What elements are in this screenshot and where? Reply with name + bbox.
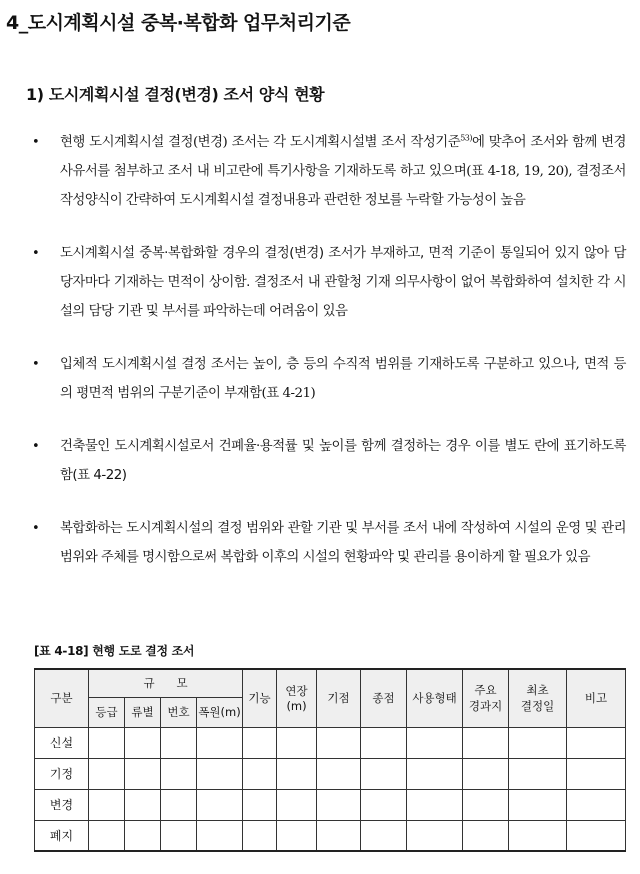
col-class: 류별 <box>125 697 161 727</box>
bullet-item-1: • 현행 도시계획시설 결정(변경) 조서는 각 도시계획시설별 조서 작성기준$^{53)}$에 맞추어 조서와 함께 변경사유서를 첨부하고 조서 내 비고란에 특기사항을 기재하도록 하고 있으며(표 4-18, 19, 20), 결정조서 작성양식이 간략하여 도시계획시설 결정내용과 관련한 정보를 누락할 가능성이 높음 <box>30 128 626 215</box>
col-first-decision: 최초 결정일 <box>509 669 567 727</box>
table-row: 변경 <box>35 789 626 820</box>
table-row: 기정 <box>35 758 626 789</box>
col-grade: 등급 <box>89 697 125 727</box>
bullet-item-4: • 건축물인 도시계획시설로서 건폐율·용적률 및 높이를 함께 결정하는 경우 이를 별도 란에 표기하도록 함(표 4-22) <box>30 432 626 490</box>
col-remarks: 비고 <box>567 669 626 727</box>
road-decision-table <box>34 668 626 852</box>
col-start: 기점 <box>317 669 361 727</box>
col-scale: 규 모 <box>89 669 243 697</box>
footnote-ref[interactable]: 53) <box>460 133 472 143</box>
col-number: 번호 <box>161 697 197 727</box>
bullet-item-3: • 입체적 도시계획시설 결정 조서는 높이, 층 등의 수직적 범위를 기재하도록 구분하고 있으나, 면적 등의 평면적 범위의 구분기준이 부재함(표 4-21) <box>30 350 626 408</box>
subsection-heading: 1) 도시계획시설 결정(변경) 조서 양식 현황 <box>26 85 325 104</box>
table-row: 폐지 <box>35 820 626 851</box>
col-via: 주요 경과지 <box>463 669 509 727</box>
col-end: 종점 <box>361 669 407 727</box>
col-function: 기능 <box>243 669 277 727</box>
bullet-list <box>30 128 626 596</box>
table-row: 신설 <box>35 727 626 758</box>
table-caption: [표 4-18] 현행 도로 결정 조서 <box>34 644 195 658</box>
col-width: 폭원(m) <box>197 697 243 727</box>
col-gubun: 구분 <box>35 669 89 727</box>
bullet-item-2: • 도시계획시설 중복·복합화할 경우의 결정(변경) 조서가 부재하고, 면적 기준이 통일되어 있지 않아 담당자마다 기재하는 면적이 상이함. 결정조서 내 관할청 기재 의무사항이 없어 복합화하여 설치한 각 시설의 담당 기관 및 부서를 파악하는데 어려움이 있음 <box>30 239 626 326</box>
section-heading: 4_도시계획시설 중복·복합화 업무처리기준 <box>6 12 351 34</box>
col-usage: 사용형태 <box>407 669 463 727</box>
bullet-item-5: • 복합화하는 도시계획시설의 결정 범위와 관할 기관 및 부서를 조서 내에 작성하여 시설의 운영 및 관리 범위와 주체를 명시함으로써 복합화 이후의 시설의 현황파악 및 관리를 용이하게 할 필요가 있음 <box>30 514 626 572</box>
col-length: 연장 (m) <box>277 669 317 727</box>
